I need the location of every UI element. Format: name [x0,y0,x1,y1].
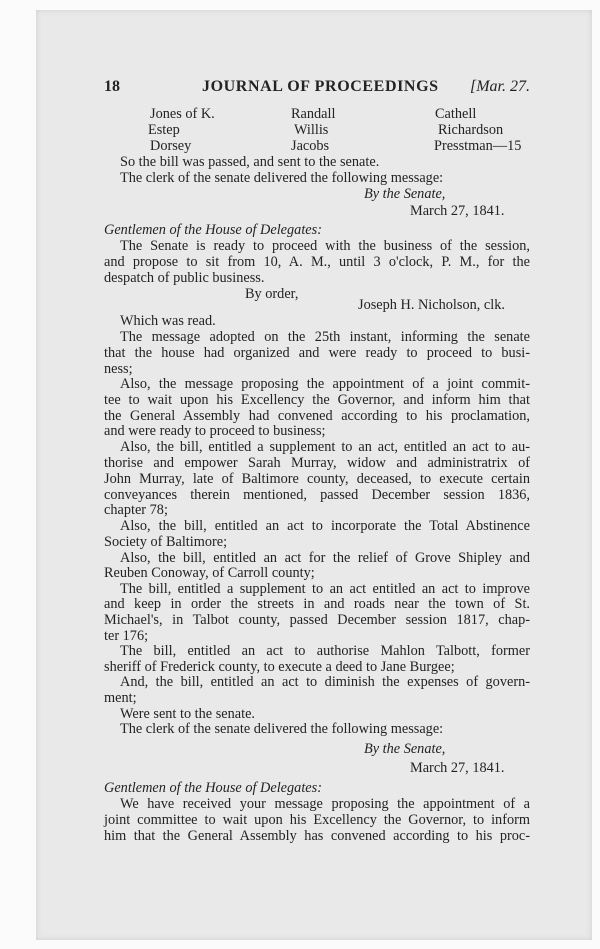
text-line: The Senate is ready to proceed with the business of the session, [120,238,530,254]
running-header [104,78,530,98]
text-line: Were sent to the senate. [120,706,256,722]
name: Presstman—15 [434,138,522,154]
name: Dorsey [150,138,192,154]
text-line: ter 176; [104,628,149,644]
text-line: The clerk of the senate delivered the following message: [120,170,444,186]
text-line: Which was read. [120,313,216,329]
text-line: ness; [104,361,133,377]
text-line: The message adopted on the 25th instant, informing the senate [120,329,530,345]
text-line: thorise and empower Sarah Murray, widow and administratrix of [104,455,530,471]
text-line: conveyances therein mentioned, passed December session 1836, [104,487,530,503]
text-line: The bill, entitled an act to authorise Mahlon Talbott, former [120,643,530,659]
text-line: joint committee to wait upon his Excellency the Governor, to inform [104,812,530,828]
text-line: sheriff of Frederick county, to execute a deed to Jane Burgee; [104,659,455,675]
text-line: him that the General Assembly has convened according to his proc- [104,828,530,844]
text-line: and keep in order the streets in and roads near the town of St. [104,596,530,612]
clerk-signature: Joseph H. Nicholson, clk. [358,297,505,313]
name: Randall [291,106,336,122]
text-line: The bill, entitled a supplement to an act entitled an act to improve [120,581,530,597]
text-line: and propose to sit from 10, A. M., until 3 o'clock, P. M., for the [104,254,530,270]
header-date: [Mar. 27. [469,78,530,95]
text-line: despatch of public business. [104,270,265,286]
text-line: the General Assembly had convened according to his proclamation, [104,408,530,424]
message-date: March 27, 1841. [410,203,505,219]
name: Cathell [435,106,477,122]
signature-senate: By the Senate, [364,186,446,202]
name: Willis [294,122,329,138]
message-date: March 27, 1841. [410,760,505,776]
text-line: John Murray, late of Baltimore county, deceased, to execute certain [104,471,530,487]
name: Richardson [438,122,504,138]
text-line: Michael's, in Talbot county, passed December session 1817, chap- [104,612,530,628]
text-line: We have received your message proposing the appointment of a [120,796,530,812]
signature-senate: By the Senate, [364,741,446,757]
text-line: And, the bill, entitled an act to diminish the expenses of govern- [120,674,530,690]
text-line: Also, the bill, entitled an act to incorporate the Total Abstinence [120,518,530,534]
text-line: tee to wait upon his Excellency the Governor, and inform him that [104,392,530,408]
salutation: Gentlemen of the House of Delegates: [104,780,322,796]
text-line: Society of Baltimore; [104,534,228,550]
text-line: Also, the bill, entitled a supplement to an act, entitled an act to au- [120,439,530,455]
text-line: Also, the bill, entitled an act for the relief of Grove Shipley and [120,550,530,566]
text-line: chapter 78; [104,502,168,518]
text-line: Reuben Conoway, of Carroll county; [104,565,315,581]
journal-title: JOURNAL OF PROCEEDINGS [202,78,439,95]
text-line: So the bill was passed, and sent to the senate. [120,154,380,170]
text-line: Also, the message proposing the appointment of a joint commit- [120,376,530,392]
text-line: The clerk of the senate delivered the following message: [120,721,444,737]
salutation: Gentlemen of the House of Delegates: [104,222,322,238]
name: Jones of K. [150,106,215,122]
text-line: and were ready to proceed to business; [104,423,326,439]
page-number: 18 [104,78,120,95]
text-line: ment; [104,690,137,706]
name: Estep [148,122,180,138]
name: Jacobs [291,138,330,154]
text-line: that the house had organized and were ready to proceed to busi- [104,345,530,361]
by-order: By order, [245,286,299,302]
